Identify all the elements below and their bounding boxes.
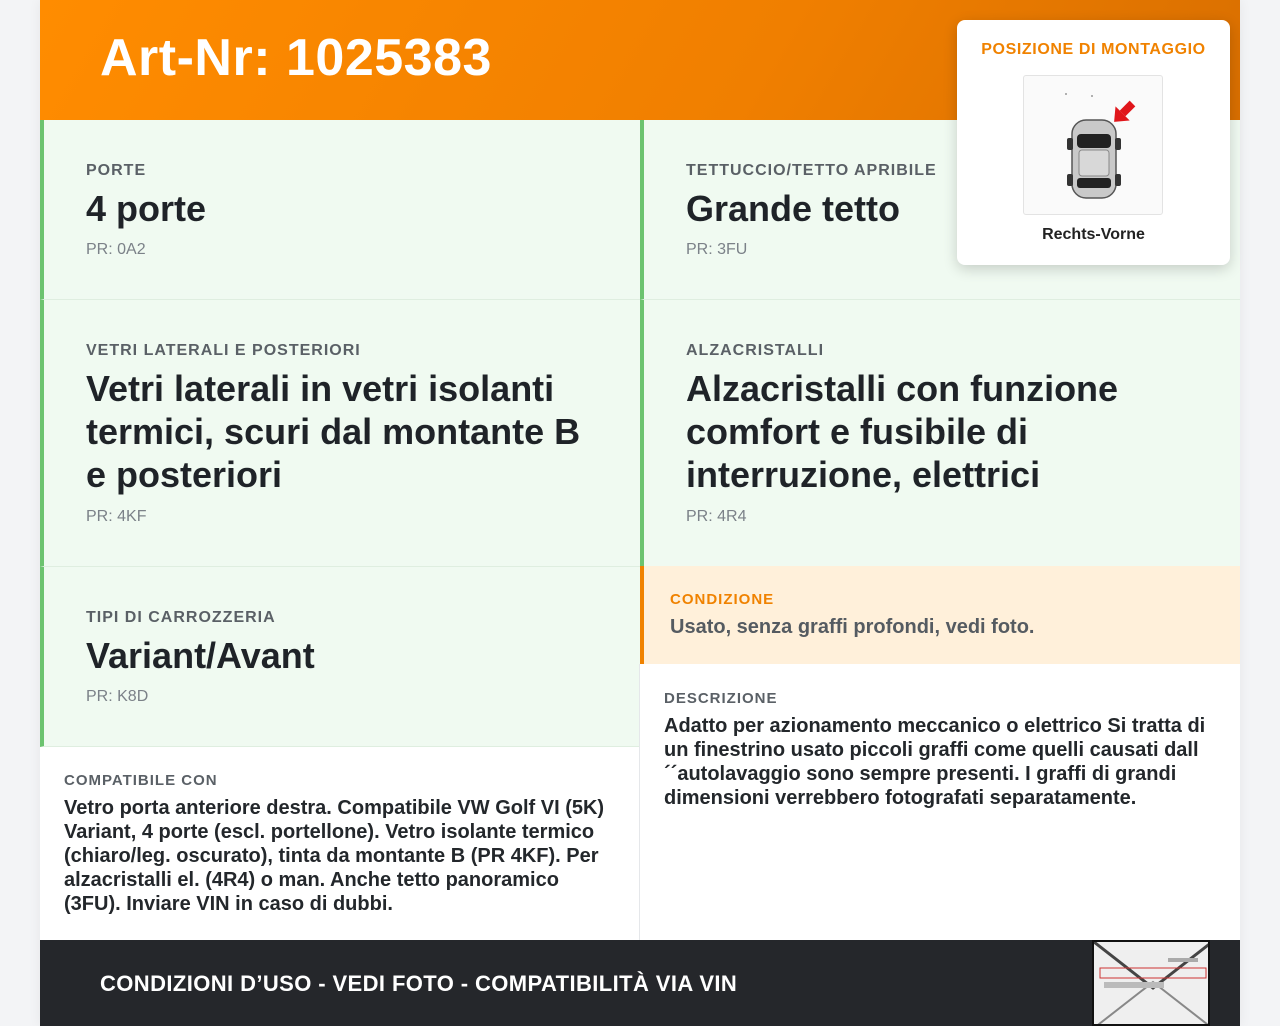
- spec-value: 4 porte: [86, 188, 207, 229]
- spec-value: Vetri laterali in vetri isolanti termici, scuri dal montante B e posteriori: [86, 368, 581, 495]
- condition-label: CONDIZIONE: [670, 591, 775, 608]
- condition-text: Usato, senza graffi profondi, vedi foto.: [670, 616, 1035, 638]
- spec-card-side-glass: [40, 300, 640, 567]
- spec-label: TETTUCCIO/TETTO APRIBILE: [686, 162, 937, 179]
- spec-card-doors: [40, 120, 640, 300]
- mounting-position-caption: Rechts-Vorne: [1042, 226, 1145, 243]
- mounting-position-card: [957, 20, 1230, 265]
- glass-stamp-photo: [1092, 940, 1210, 1026]
- spec-label: VETRI LATERALI E POSTERIORI: [86, 342, 361, 359]
- footer-bar: [40, 940, 1240, 1026]
- column-divider: [639, 664, 640, 940]
- spec-pr-code: PR: 0A2: [86, 241, 146, 258]
- car-top-view-icon: [1023, 75, 1163, 215]
- article-number-title: Art-Nr: 1025383: [100, 29, 492, 87]
- spec-label: TIPI DI CARROZZERIA: [86, 609, 276, 626]
- condition-box: [640, 566, 1240, 664]
- spec-card-body-type: [40, 567, 640, 747]
- description-text: Adatto per azionamento meccanico o elettrico Si tratta di un finestrino usato piccoli graffi come quelli causati dall ´´autolavaggio sono sempre presenti. I graffi di grandi dimensioni verrebbero fotografati separatamente.: [664, 715, 1206, 809]
- spec-value: Alzacristalli con funzione comfort e fusibile di interruzione, elettrici: [686, 368, 1119, 495]
- spec-pr-code: PR: 4R4: [686, 508, 747, 525]
- spec-label: PORTE: [86, 162, 147, 179]
- spec-pr-code: PR: 3FU: [686, 241, 748, 258]
- description-label: DESCRIZIONE: [664, 690, 778, 707]
- product-sheet: [40, 0, 1240, 1026]
- spec-value: Variant/Avant: [86, 635, 315, 676]
- compatible-text: Vetro porta anteriore destra. Compatibile VW Golf VI (5K) Variant, 4 porte (escl. portellone). Vetro isolante termico (chiaro/leg. oscurato), tinta da montante B (PR 4KF). Per alzacristalli el. (4R4) o man. Anche tetto panoramico (3FU). Inviare VIN in caso di dubbi.: [64, 797, 605, 915]
- footer-text: CONDIZIONI D’USO - VEDI FOTO - COMPATIBILITÀ VIA VIN: [100, 971, 738, 996]
- spec-pr-code: PR: K8D: [86, 688, 149, 705]
- compatible-label: COMPATIBILE CON: [64, 772, 218, 789]
- spec-value: Grande tetto: [686, 188, 901, 229]
- spec-label: ALZACRISTALLI: [686, 342, 825, 359]
- spec-pr-code: PR: 4KF: [86, 508, 147, 525]
- spec-card-window-regulator: [640, 300, 1240, 567]
- mounting-position-title: POSIZIONE DI MONTAGGIO: [981, 41, 1206, 58]
